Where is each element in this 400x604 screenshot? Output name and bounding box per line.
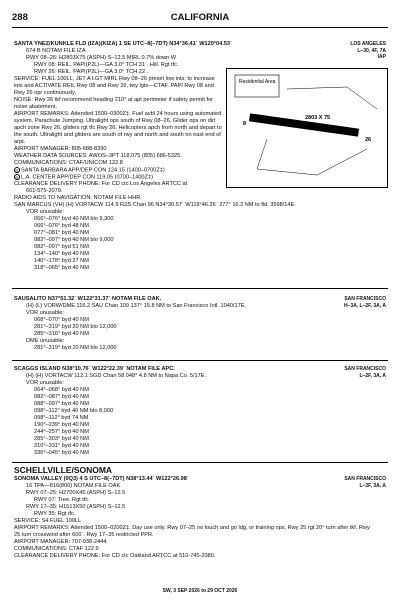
divider xyxy=(12,462,388,463)
entry-line: CLEARANCE DELIVERY PHONE: For CD ctc Oakland ARTCC at 510-745-3380. xyxy=(14,553,216,559)
runway-end-26: 26 xyxy=(365,137,372,143)
taxiway xyxy=(257,139,367,175)
airport-title: SANTA YNEZ/KUNKLE FLD (IZA)(KIZA) 1 SE UTC–8(–7DT) N34°36.41´ W120°04.53´ xyxy=(14,41,232,47)
residential-label: Residential Area xyxy=(239,79,276,85)
entry-line: CLEARANCE DELIVERY PHONE: For CD ctc Los Angeles ARTCC at xyxy=(14,181,188,187)
city-title: SCHELLVILLE/SONOMA xyxy=(14,465,113,475)
entry-line: 064°–068° byd 40 NM xyxy=(34,387,89,393)
navaid-title: SCAGGS ISLAND N38°10.76´ W122°22.39´ NOTAM FILE APC. xyxy=(14,366,175,372)
entry-line: 318°–065° byd 40 NM xyxy=(34,265,89,271)
page-footer: SW, 3 SEP 2026 to 29 OCT 2026 xyxy=(162,588,238,594)
runway xyxy=(249,113,359,136)
entry-line: SANTA BARBARA APP/DEP CON 124.15 (1400–0700Z‡) xyxy=(21,167,165,174)
service-text: SERVICE: FUEL 100LL, JET A LGT MIRL Rwy 08–26 preset low ints; to increase ints and ACTIVATE REIL Rwy 08 and Rwy 26, twy lgts—CTAF. PAPI Rwy 08 and Rwy 26 opr continuously. xyxy=(14,76,215,96)
entry-line: RWY 17–35: H1513X50 (ASPH) S–12.5 xyxy=(26,504,126,510)
remarks-text: AIRPORT REMARKS: Attended 1500–0200Z‡. Day use only. Rwy 07–25 no touch and go ldg, or training ops, Rwy 25 rgt 20° turn after tkf. Rwy 25 turn crosswind after 600´. Rwy 17–35 restricted PPR. xyxy=(14,525,370,538)
entry-line: RWY 07–25: H2700X45 (ASPH) S–12.5 xyxy=(26,490,126,496)
airport-diagram-svg xyxy=(227,69,389,189)
region-line: H–3A, L–2F, 3A, A xyxy=(343,302,386,309)
entry-line: RWY 07: Tree. Rgt tfc. xyxy=(34,497,90,503)
entry-line: COMMUNICATIONS: CTAF/UNICOM 122.8 xyxy=(14,160,123,166)
schellville-city xyxy=(14,465,386,475)
radio-icon: R xyxy=(15,175,19,180)
entry-line: 336°–045° byd 40 NM xyxy=(34,450,89,456)
region-line: L–2F, 3A, A xyxy=(359,482,386,489)
entry-line: RADIO AIDS TO NAVIGATION: NOTAM FILE HHR. xyxy=(14,195,142,201)
state-title: CALIFORNIA xyxy=(170,12,230,23)
entry-line: VOR unusable: xyxy=(26,310,64,316)
region-line: LOS ANGELES xyxy=(350,41,386,47)
divider xyxy=(12,360,388,361)
entry-line: COMMUNICATIONS: CTAF 122.9 xyxy=(14,546,99,552)
entry-line: 066°–076° byd 48 NM xyxy=(34,223,89,229)
entry-line: DME unusable: xyxy=(26,338,65,344)
entry-line: 134°–140° byd 40 NM xyxy=(34,251,89,257)
entry-line: SAN MARCUS (VH) (H) VORTACW 114.9 RZS Chan 96 N34°30.57´ W119°46.26´ 277° 16.2 NM to fld. 3598/14E. xyxy=(14,202,296,208)
road xyxy=(287,87,377,109)
entry-line: 285°–303° byd 40 NM xyxy=(34,436,89,442)
scaggs-entry xyxy=(14,366,386,457)
entry-line: 066°–076° byd 40 NM blo 9,300´ xyxy=(34,216,116,222)
entry-line: 082°–087° byd 40 NM xyxy=(34,394,89,400)
entry-line: 098°–112° byd 74 NM xyxy=(34,415,89,421)
entry-line: RWY 08: REIL. PAPI(P2L)—GA 3.0° TCH 31´. Hill. Rgt tfc. xyxy=(34,62,179,68)
navaid-title: SAUSALITO N37°51.32´ W122°31.37´ NOTAM FILE OAK. xyxy=(14,296,162,302)
schellville-entry xyxy=(14,476,386,560)
runway-end-8: 8 xyxy=(243,121,247,127)
entry-line: WEATHER DATA SOURCES: AWOS–3PT 118.075 (805) 686-5325. xyxy=(14,153,182,159)
entry-line: 190°–239° byd 40 NM xyxy=(34,422,89,428)
region-line: IAP xyxy=(377,54,386,60)
entry-line: L.A. CENTER APP/DEP CON 119.05 (0700–1400Z‡) xyxy=(21,174,153,181)
entry-line: 088°–097° byd 40 NM xyxy=(34,401,89,407)
entry-line: RWY 35: Rgt tfc. xyxy=(34,511,76,517)
region-line: SAN FRANCISCO xyxy=(344,476,386,482)
entry-line: AIRPORT MANAGER: 707-938-2444 xyxy=(14,539,107,545)
radio-icon: R xyxy=(15,168,19,173)
entry-line: 281°–319° byd 20 NM blo 12,000´ xyxy=(34,345,119,351)
entry-line: 140°–178° byd 27 NM xyxy=(34,258,89,264)
entry-line: 068°–070° byd 40 NM xyxy=(34,317,89,323)
entry-line: 661-575-2079. xyxy=(26,188,63,194)
entry-line: 082°–097° byd 40 NM blo 9,000´ xyxy=(34,237,116,243)
entry-line: VOR unusable: xyxy=(26,209,64,215)
entry-line: 244°–257° byd 40 NM xyxy=(34,429,89,435)
entry-line: (H) (H) VORTACW 112.1 SGD Chan 58 048° 4.8 NM to Napa Co. 5/17E. xyxy=(26,373,207,379)
entry-line: 310°–331° byd 40 NM xyxy=(34,443,89,449)
airport-diagram xyxy=(226,68,388,188)
entry-line: RWY 26: REIL. PAPI(P2L)—GA 3.0° TCH 22´. xyxy=(34,69,149,75)
entry-line: 281°–319° byd 20 NM blo 12,000´ xyxy=(34,324,119,330)
remarks-text: AIRPORT REMARKS: Attended 1500–0300Z‡. Fuel avbl 24 hours using automated system. Parachute Jumping. Ultralight ops south of Rwy 08–26. Glider ops on dirt apch zone Rwy 26, gliders rgt tfc Rwy 26. Helicopters apch from north and depart to the south. Ultralight and gliders are south of rwy and north and south on east end of arpt. xyxy=(14,111,222,145)
region-line: SAN FRANCISCO xyxy=(344,296,386,302)
entry-line: 674 B NOTAM FILE IZA xyxy=(26,48,86,54)
sausalito-entry xyxy=(14,296,386,352)
entry-line: 285°–316° byd 40 NM xyxy=(34,331,89,337)
divider xyxy=(12,288,388,289)
airport-title: SONOMA VALLEY (0Q3) 4 S UTC–8(–7DT) N38°13.44´ W122°26.98´ xyxy=(14,476,189,482)
entry-line: VOR unusable: xyxy=(26,380,64,386)
noise-text: NOISE: Rwy 26 tkf recommend heading 210° at apt perimeter if safety permit for noise abatement. xyxy=(14,97,214,110)
entry-line: 082°–097° byd 51 NM xyxy=(34,244,89,250)
entry-line: SERVICE: S4 FUEL 100LL xyxy=(14,518,82,524)
entry-line: 098°–112° byd 40 NM blo 8,000´ xyxy=(34,408,115,414)
region-line: L–30, 4F, 7A xyxy=(357,47,386,54)
runway-dimensions: 2803 X 75 xyxy=(305,115,331,121)
region-line: SAN FRANCISCO xyxy=(344,366,386,372)
page-number: 288 xyxy=(12,12,28,23)
entry-line: RWY 08–26: H2803X75 (ASPH) S–12.5 MIRL 0.7% down W xyxy=(26,55,177,61)
entry-line: AIRPORT MANAGER: 805-688-8390 xyxy=(14,146,107,152)
entry-line: 16 TPA—816(800) NOTAM FILE OAK xyxy=(26,483,121,489)
page-header xyxy=(12,14,388,28)
entry-line: (H) (L) VORW/DME 116.2 SAU Chan 109 137° 15.8 NM to San Francisco Intl. 1040/17E. xyxy=(26,303,246,309)
entry-line: 077°–081° byd 40 NM xyxy=(34,230,89,236)
region-line: L–2F, 3A, A xyxy=(359,372,386,379)
